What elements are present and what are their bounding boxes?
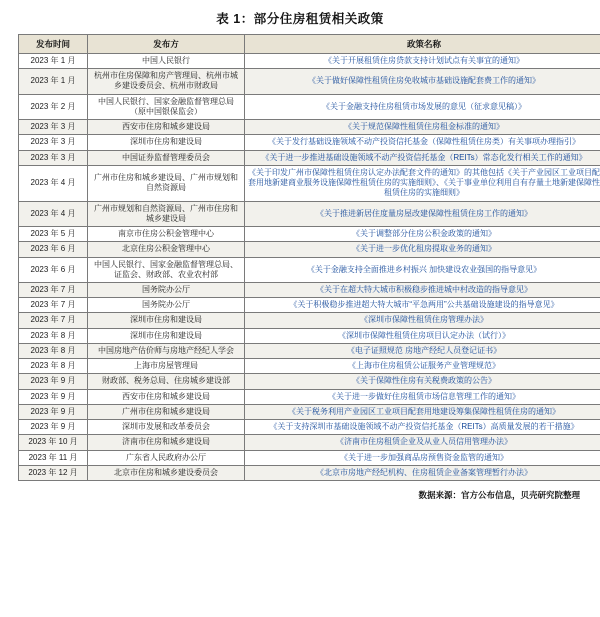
cell-publisher: 南京市住房公积金管理中心	[88, 227, 245, 242]
cell-date: 2023 年 2 月	[19, 94, 88, 119]
table-row	[19, 69, 600, 94]
cell-publisher: 济南市住房和城乡建设局	[88, 435, 245, 450]
column-header-date: 发布时间	[19, 35, 88, 54]
table-row	[19, 313, 600, 328]
table-row	[19, 374, 600, 389]
cell-publisher: 深圳市住房和建设局	[88, 135, 245, 150]
cell-date: 2023 年 11 月	[19, 450, 88, 465]
table-row	[19, 359, 600, 374]
cell-publisher: 中国证券监督管理委员会	[88, 150, 245, 165]
table-row	[19, 282, 600, 297]
table-row	[19, 450, 600, 465]
table-row	[19, 343, 600, 358]
table-row	[19, 54, 600, 69]
cell-date: 2023 年 10 月	[19, 435, 88, 450]
cell-date: 2023 年 3 月	[19, 135, 88, 150]
cell-policy[interactable]: 《关于在超大特大城市积极稳步推进城中村改造的指导意见》	[245, 282, 600, 297]
table-header	[19, 35, 600, 54]
table-row	[19, 389, 600, 404]
cell-date: 2023 年 3 月	[19, 150, 88, 165]
table-row	[19, 420, 600, 435]
table-title: 表 1：部分住房租赁相关政策	[216, 12, 384, 26]
cell-date: 2023 年 9 月	[19, 420, 88, 435]
cell-date: 2023 年 12 月	[19, 465, 88, 480]
cell-publisher: 广州市住房和城乡建设局	[88, 404, 245, 419]
cell-publisher: 财政部、税务总局、住房城乡建设部	[88, 374, 245, 389]
cell-policy[interactable]: 《关于规范保障性租赁住房租金标准的通知》	[245, 120, 600, 135]
cell-publisher: 广州市住房和城乡建设局、广州市规划和自然资源局	[88, 165, 245, 201]
cell-policy[interactable]: 《关于税务利用产业园区工业项目配套用地建设筹集保障性租赁住房的通知》	[245, 404, 600, 419]
cell-policy[interactable]: 《关于金融支持全面推进乡村振兴 加快建设农业强国的指导意见》	[245, 257, 600, 282]
cell-policy[interactable]: 《关于保障性住房有关税费政策的公告》	[245, 374, 600, 389]
cell-publisher: 广州市规划和自然资源局、广州市住房和城乡建设局	[88, 201, 245, 226]
table-row	[19, 94, 600, 119]
cell-date: 2023 年 9 月	[19, 404, 88, 419]
cell-policy[interactable]: 《北京市房地产经纪机构、住房租赁企业备案管理暂行办法》	[245, 465, 600, 480]
cell-date: 2023 年 4 月	[19, 201, 88, 226]
cell-date: 2023 年 9 月	[19, 374, 88, 389]
cell-date: 2023 年 7 月	[19, 298, 88, 313]
table-header-row	[19, 35, 600, 54]
cell-date: 2023 年 7 月	[19, 282, 88, 297]
table-row	[19, 201, 600, 226]
cell-policy[interactable]: 《关于积极稳步推进超大特大城市“平急两用”公共基础设施建设的指导意见》	[245, 298, 600, 313]
cell-policy[interactable]: 《关于推进新居住度量房屋改建保障性租赁住房工作的通知》	[245, 201, 600, 226]
cell-policy[interactable]: 《电子证照规范 房地产经纪人员登记证书》	[245, 343, 600, 358]
cell-publisher: 中国人民银行	[88, 54, 245, 69]
cell-date: 2023 年 4 月	[19, 165, 88, 201]
cell-publisher: 中国人民银行、国家金融监督管理总局、证监会、财政部、农业农村部	[88, 257, 245, 282]
cell-policy[interactable]: 《上海市住房租赁公证服务产业管理规范》	[245, 359, 600, 374]
cell-date: 2023 年 3 月	[19, 120, 88, 135]
cell-date: 2023 年 6 月	[19, 257, 88, 282]
cell-date: 2023 年 8 月	[19, 359, 88, 374]
cell-policy[interactable]: 《关于进一步优化租房提取业务的通知》	[245, 242, 600, 257]
cell-publisher: 西安市住房和城乡建设局	[88, 120, 245, 135]
cell-policy[interactable]: 《济南市住房租赁企业及从业人员信用管理办法》	[245, 435, 600, 450]
cell-publisher: 杭州市住房保障和房产管理局、杭州市城乡建设委员会、杭州市财政局	[88, 69, 245, 94]
cell-publisher: 国务院办公厅	[88, 282, 245, 297]
cell-date: 2023 年 6 月	[19, 242, 88, 257]
cell-publisher: 广东省人民政府办公厅	[88, 450, 245, 465]
table-row	[19, 242, 600, 257]
column-header-policy: 政策名称	[245, 35, 600, 54]
cell-date: 2023 年 9 月	[19, 389, 88, 404]
cell-date: 2023 年 1 月	[19, 54, 88, 69]
table-row	[19, 150, 600, 165]
cell-policy[interactable]: 《关于发行基础设施领域不动产投资信托基金（保障性租赁住房类）有关事项办理指引》	[245, 135, 600, 150]
table-row	[19, 328, 600, 343]
cell-date: 2023 年 7 月	[19, 313, 88, 328]
cell-publisher: 中国房地产估价师与房地产经纪人学会	[88, 343, 245, 358]
table-row	[19, 435, 600, 450]
table-row	[19, 404, 600, 419]
cell-publisher: 北京住房公积金管理中心	[88, 242, 245, 257]
cell-date: 2023 年 5 月	[19, 227, 88, 242]
table-row	[19, 165, 600, 201]
table-row	[19, 298, 600, 313]
cell-policy[interactable]: 《关于进一步做好住房租赁市场信息管理工作的通知》	[245, 389, 600, 404]
table-body	[19, 54, 600, 481]
cell-policy[interactable]: 《关于做好保障性租赁住房免收城市基础设施配套费工作的通知》	[245, 69, 600, 94]
cell-policy[interactable]: 《深圳市保障性租赁住房管理办法》	[245, 313, 600, 328]
cell-policy[interactable]: 《关于进一步加强商品房预售资金监管的通知》	[245, 450, 600, 465]
cell-publisher: 深圳市住房和建设局	[88, 313, 245, 328]
cell-publisher: 中国人民银行、国家金融监督管理总局（原中国银保监会）	[88, 94, 245, 119]
cell-date: 2023 年 8 月	[19, 343, 88, 358]
table-row	[19, 257, 600, 282]
cell-date: 2023 年 1 月	[19, 69, 88, 94]
cell-policy[interactable]: 《关于开展租赁住房贷款支持计划试点有关事宜的通知》	[245, 54, 600, 69]
cell-date: 2023 年 8 月	[19, 328, 88, 343]
cell-publisher: 北京市住房和城乡建设委员会	[88, 465, 245, 480]
cell-publisher: 国务院办公厅	[88, 298, 245, 313]
table-row	[19, 120, 600, 135]
cell-publisher: 深圳市发展和改革委员会	[88, 420, 245, 435]
policy-table	[18, 34, 600, 481]
cell-policy[interactable]: 《关于印发广州市保障性租赁住房认定办法配套文件的通知》的其他包括《关于产业园区工业项目配套用地新建商业服务设施保障性租赁住房的实施细则》、《关于事业单位利用自有存量土地新建保障性租赁住房的实施细则》	[245, 165, 600, 201]
cell-policy[interactable]: 《关于支持深圳市基础设施领域不动产投资信托基金（REITs）高质量发展的若干措施》	[245, 420, 600, 435]
source-note: 数据来源：官方公布信息，贝壳研究院整理	[418, 490, 580, 501]
cell-policy[interactable]: 《关于金融支持住房租赁市场发展的意见（征求意见稿）》	[245, 94, 600, 119]
cell-publisher: 深圳市住房和建设局	[88, 328, 245, 343]
cell-policy[interactable]: 《关于调整部分住房公积金政策的通知》	[245, 227, 600, 242]
table-row	[19, 227, 600, 242]
cell-policy[interactable]: 《深圳市保障性租赁住房项目认定办法（试行）》	[245, 328, 600, 343]
column-header-publisher: 发布方	[88, 35, 245, 54]
cell-policy[interactable]: 《关于进一步推进基础设施领域不动产投资信托基金（REITs）常态化发行相关工作的通知》	[245, 150, 600, 165]
table-row	[19, 135, 600, 150]
cell-publisher: 西安市住房和城乡建设局	[88, 389, 245, 404]
cell-publisher: 上海市房屋管理局	[88, 359, 245, 374]
table-row	[19, 465, 600, 480]
